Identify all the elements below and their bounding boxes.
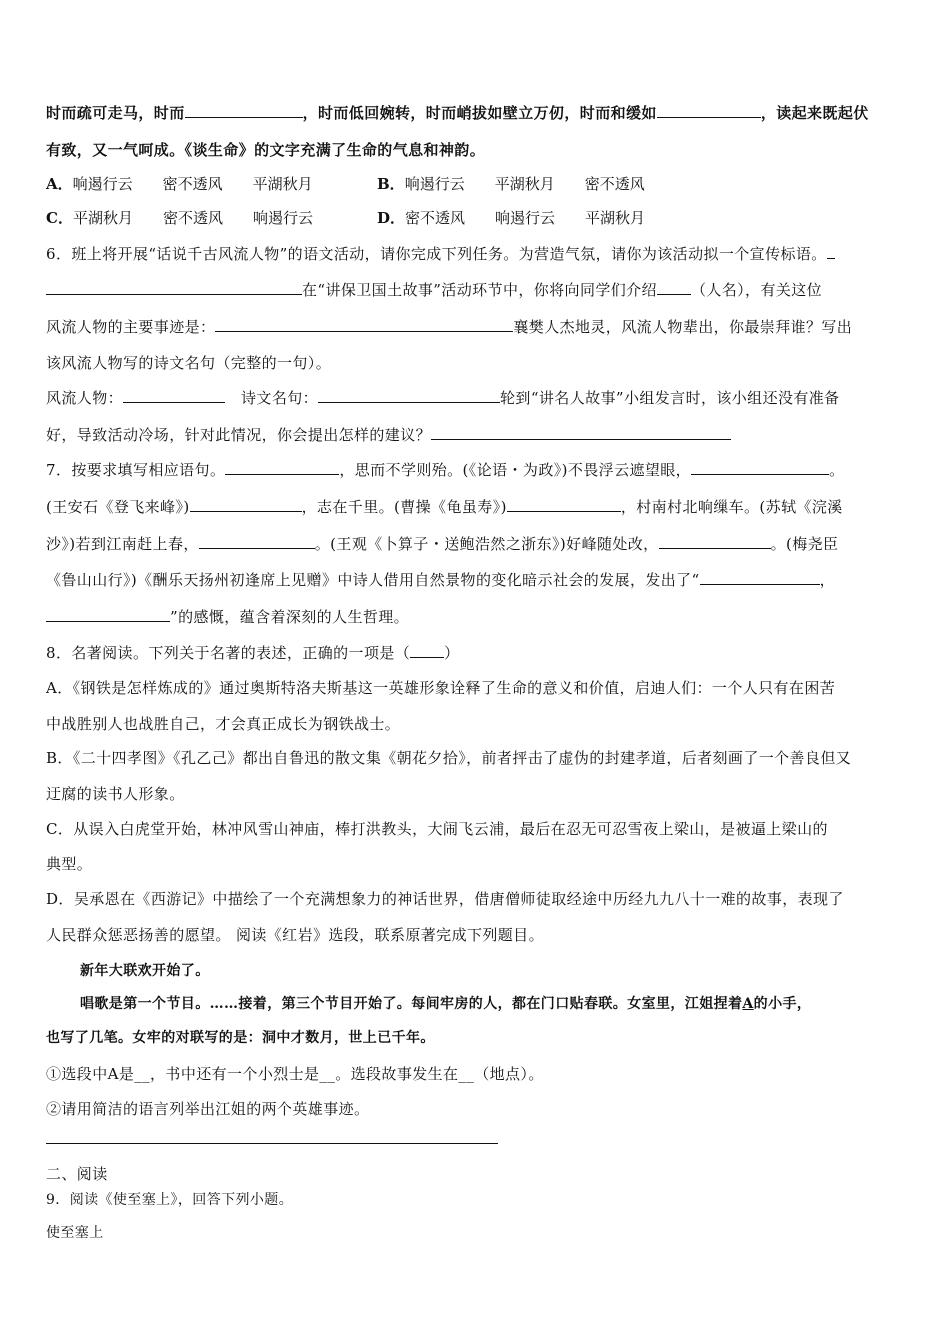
text: 沙》)若到江南赶上春， [46, 535, 199, 553]
text: 。(梅尧臣 [770, 535, 839, 553]
text: ，读起来既起伏 [760, 104, 869, 122]
q8-option-b-line-2: 迂腐的读书人形象。 [46, 785, 185, 803]
fill-blank[interactable] [46, 609, 170, 622]
text: 。(王观《卜算子・送鲍浩然之浙东》)好峰随处改， [314, 535, 659, 553]
text: ，志在千里。(曹操《龟虽寿》) [301, 498, 507, 516]
q8-sub-question-1: ①选段中A是__，书中还有一个小烈士是__。选段故事发生在__（地点）。 [46, 1065, 544, 1083]
fill-blank[interactable] [659, 536, 771, 549]
option-label: C． [46, 209, 73, 227]
fill-blank[interactable] [318, 390, 500, 403]
fill-blank[interactable] [215, 319, 513, 332]
answer-blank[interactable] [410, 645, 444, 658]
text: ，时而低回婉转，时而峭拔如壁立万仞，时而和缓如 [302, 104, 657, 122]
q8-option-d-line-2: 人民群众惩恶扬善的愿望。 阅读《红岩》选段，联系原著完成下列题目。 [46, 926, 544, 944]
text: 7．按要求填写相应语句。 [46, 461, 226, 479]
q8-option-c-line-2: 典型。 [46, 855, 93, 873]
fill-blank[interactable] [657, 282, 691, 295]
text: 。 [829, 461, 845, 479]
q8-option-a-line-2: 中战胜别人也战胜自己，才会真正成长为钢铁战士。 [46, 715, 401, 733]
fill-blank[interactable] [199, 536, 315, 549]
q7-line-4 [46, 569, 835, 590]
fill-blank[interactable] [123, 390, 225, 403]
text: 8．名著阅读。下列关于名著的表述，正确的一项是（ [46, 644, 411, 662]
fill-blank[interactable] [507, 499, 621, 512]
option-text: 响遏行云 平湖秋月 密不透风 [404, 175, 645, 193]
q7-line-1 [46, 459, 844, 480]
text: ，思而不学则殆。(《论语・为政》)不畏浮云遮望眼， [339, 461, 692, 479]
option-text: 平湖秋月 密不透风 响遏行云 [72, 209, 313, 227]
q5-line-1 [46, 102, 869, 123]
fill-blank[interactable] [185, 105, 303, 118]
q7-line-5 [46, 606, 409, 627]
q5-option-a[interactable] [46, 173, 313, 194]
fill-blank[interactable] [691, 462, 829, 475]
text: ， [819, 571, 836, 589]
fill-blank[interactable] [827, 246, 835, 259]
fill-blank[interactable] [190, 499, 302, 512]
q6-line-2 [46, 279, 822, 300]
text: 唱歌是第一个节目。……接着，第三个节目开始了。每间牢房的人，都在门口贴春联。女室里，江姐捏着 [80, 996, 743, 1012]
q9-prompt: 9．阅读《使至塞上》，回答下列小题。 [46, 1192, 294, 1208]
text: 诗文名句： [241, 389, 319, 407]
q6-line-6 [46, 424, 731, 445]
q5-option-b[interactable] [377, 173, 645, 194]
text: 时而疏可走马，时而 [46, 104, 185, 122]
text: 风流人物： [46, 389, 124, 407]
q6-line-4: 该风流人物写的诗文名句（完整的一句）。 [46, 354, 332, 372]
text: 《鲁山山行》)《酬乐天扬州初逢席上见赠》中诗人借用自然景物的变化暗示社会的发展，发出了“ [46, 571, 700, 589]
text: 好，导致活动冷场，针对此情况，你会提出怎样的建议？ [46, 426, 432, 444]
option-text: 响遏行云 密不透风 平湖秋月 [72, 175, 313, 193]
q7-line-3 [46, 533, 838, 554]
q8-option-a-line-1[interactable]: A．《钢铁是怎样炼成的》通过奥斯特洛夫斯基这一英雄形象诠释了生命的意义和价值，启迪人们：一个人只有在困苦 [46, 679, 836, 697]
option-text: 密不透风 响遏行云 平湖秋月 [405, 209, 646, 227]
passage-para-2-cont: 也写了几笔。女牢的对联写的是：洞中才数月，世上已千年。 [46, 1030, 435, 1046]
q8-sub-question-2: ②请用简洁的语言列举出江姐的两个英雄事迹。 [46, 1100, 370, 1118]
text: ） [444, 644, 460, 662]
text: 轮到“讲名人故事”小组发言时，该小组还没有准备 [500, 389, 840, 407]
text: 6．班上将开展“话说千古风流人物”的语文活动，请你完成下列任务。为营造气氛，请你为该活动拟一个宣传标语。 [46, 245, 827, 263]
text: ，村南村北响缫车。(苏轼《浣溪 [620, 498, 843, 516]
poem-title: 使至塞上 [46, 1225, 104, 1241]
passage-para-1: 新年大联欢开始了。 [80, 963, 210, 979]
text: ”的感慨，蕴含着深刻的人生哲理。 [170, 608, 410, 626]
q6-line-3 [46, 316, 852, 337]
fill-blank[interactable] [46, 282, 302, 295]
fill-blank[interactable] [431, 427, 731, 440]
fill-blank[interactable] [657, 105, 761, 118]
text: 襄樊人杰地灵，风流人物辈出，你最崇拜谁？写出 [513, 318, 853, 336]
section-title: 二、阅读 [46, 1165, 108, 1183]
option-label: D． [377, 209, 406, 227]
q8-option-d-line-1[interactable]: D．吴承恩在《西游记》中描绘了一个充满想象力的神话世界，借唐僧师徒取经途中历经九九八十一难的故事，表现了 [46, 890, 844, 908]
option-label: A． [46, 175, 73, 193]
q6-line-5 [46, 387, 840, 408]
text: 风流人物的主要事迹是： [46, 318, 216, 336]
passage-para-2 [80, 993, 811, 1013]
q5-option-c[interactable] [46, 207, 313, 228]
option-label: B． [377, 175, 405, 193]
answer-line[interactable] [46, 1143, 498, 1144]
text: 的小手， [753, 996, 812, 1012]
q5-option-d[interactable] [377, 207, 645, 228]
text: 在“讲保卫国土故事”活动环节中，你将向同学们介绍 [302, 281, 657, 299]
fill-blank[interactable] [700, 572, 820, 585]
fill-blank[interactable] [225, 462, 339, 475]
q6-line-1 [46, 243, 835, 264]
text: （人名），有关这位 [690, 281, 823, 299]
text: (王安石《登飞来峰》) [46, 498, 190, 516]
q8-line-1 [46, 642, 460, 663]
q7-line-2 [46, 496, 843, 517]
q8-option-b-line-1[interactable]: B．《二十四孝图》《孔乙己》都出自鲁迅的散文集《朝花夕拾》，前者抨击了虚伪的封建孝道，后者刻画了一个善良但又 [46, 749, 852, 767]
q8-option-c-line-1[interactable]: C．从误入白虎堂开始，林冲风雪山神庙，棒打洪教头，大闹飞云浦，最后在忍无可忍雪夜上梁山，是被逼上梁山的 [46, 820, 828, 838]
underlined-marker-a: A [742, 996, 754, 1012]
q5-line-2: 有致，又一气呵成。《谈生命》的文字充满了生命的气息和神韵。 [46, 141, 486, 159]
